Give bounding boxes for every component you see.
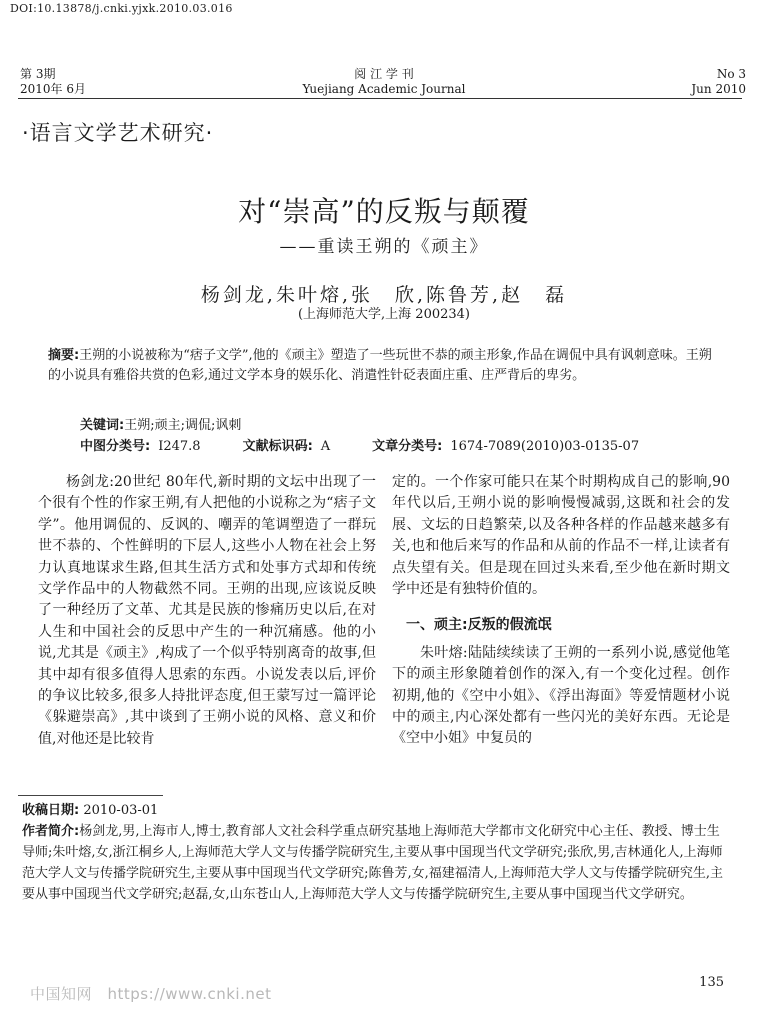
- affiliation: (上海师范大学,上海 200234): [297, 307, 471, 322]
- classification-line: [80, 435, 720, 454]
- keywords: [80, 414, 241, 433]
- journal-name-cn: 阅 江 学 刊: [354, 67, 414, 81]
- journal-name-en: Yuejiang Academic Journal: [302, 82, 466, 96]
- abstract-text: 王朔的小说被称为“痞子文学”,他的《顽主》塑造了一些玩世不恭的顽主形象,作品在调侃中具有讽刺意味。王朔的小说具有雅俗共赏的色彩,通过文学本身的娱乐化、消遣性针砭表面庄重、庄严背后的卑劣。: [48, 348, 712, 383]
- article-number-value: 1674-7089(2010)03-0135-07: [450, 439, 640, 454]
- header-right: [691, 67, 746, 97]
- received-value: 2010-03-01: [83, 803, 159, 818]
- article-title: 对“崇高”的反叛与颠覆: [238, 195, 530, 228]
- article-subtitle: ——重读王朔的《顽主》: [279, 237, 489, 257]
- author-bio: [22, 821, 732, 905]
- footnote-rule: [18, 795, 163, 796]
- bio-label: 作者简介:: [22, 824, 80, 839]
- doc-code-value: A: [320, 439, 331, 454]
- header-rule: [18, 98, 742, 99]
- page-number: 135: [699, 975, 724, 990]
- section-heading: 一、顽主:反叛的假流氓: [406, 617, 552, 634]
- body-paragraph: 杨剑龙:20世纪 80年代,新时期的文坛中出现了一个很有个性的作家王朔,有人把他的小说称之为“痞子文学”。他用调侃的、反讽的、嘲弄的笔调塑造了一群玩世不恭的、个性鲜明的下层人,这些小人物在社会上努力认真地谋求生路,但其生活方式和处事方式却和传统文学作品中的人物截然不同。王朔的出现,应该说反映了一种经历了文革、尤其是民族的惨痛历史以后,在对人生和中国社会的反思中产生的一种沉痛感。他的小说,尤其是《顽主》,构成了一个似乎特别离奇的故事,但其中却有很多值得人思索的东西。小说发表以后,评价的争议比较多,很多人持批评态度,但王蒙写过一篇评论《躲避崇高》,其中谈到了王朔小说的风格、意义和价值,对他还是比较肯: [38, 474, 376, 747]
- body-paragraph: 朱叶熔:陆陆续续读了王朔的一系列小说,感觉他笔下的顽主形象随着创作的深入,有一个变化过程。创作初期,他的《空中小姐》、《浮出海面》等爱情题材小说中的顽主,内心深处都有一些闪光的美好东西。无论是《空中小姐》中复员的: [392, 644, 730, 747]
- header-issue-cn: 第 3期: [20, 67, 56, 81]
- footnote: [22, 800, 732, 905]
- column-name: ·语言文学艺术研究·: [22, 121, 214, 145]
- header-center: [0, 67, 768, 97]
- keywords-label: 关键词:: [80, 418, 125, 433]
- received-label: 收稿日期:: [22, 803, 80, 818]
- doc-code-label: 文献标识码:: [242, 439, 313, 454]
- received-date: [22, 800, 732, 821]
- header-issue-en: No 3: [716, 67, 746, 81]
- body-paragraph: 定的。一个作家可能只在某个时期构成自己的影响,90年代以后,王朔小说的影响慢慢减弱,这既和社会的发展、文坛的日趋繁荣,以及各种各样的作品越来越多有关,也和他后来写的作品和从前的作品不一样,让读者有点失望有关。但是现在回过头来看,至少他在新时期文学中还是有独特价值的。: [392, 474, 730, 598]
- body-column-right: [392, 472, 730, 750]
- header-date-cn: 2010年 6月: [20, 82, 86, 96]
- abstract-label: 摘要:: [48, 348, 80, 363]
- author-list: 杨剑龙,朱叶熔,张 欣,陈鲁芳,赵 磊: [200, 284, 568, 306]
- clc-label: 中图分类号:: [80, 439, 151, 454]
- bio-text: 杨剑龙,男,上海市人,博士,教育部人文社会科学重点研究基地上海师范大学都市文化研究中心主任、教授、博士生导师;朱叶熔,女,浙江桐乡人,上海师范大学人文与传播学院研究生,主要从事中国现当代文学研究;张欣,男,吉林通化人,上海师范大学人文与传播学院研究生,主要从事中国现当代文学研究;陈鲁芳,女,福建福清人,上海师范大学人文与传播学院研究生,主要从事中国现当代文学研究;赵磊,女,山东苍山人,上海师范大学人文与传播学院研究生,主要从事中国现当代文学研究。: [22, 824, 724, 902]
- article-number-label: 文章分类号:: [372, 439, 443, 454]
- header-date-en: Jun 2010: [691, 82, 746, 96]
- watermark: 中国知网 https://www.cnki.net: [30, 985, 272, 1003]
- body-column-left: [38, 472, 376, 750]
- abstract: [48, 346, 712, 386]
- keywords-text: 王朔;顽主;调侃;讽刺: [124, 418, 242, 433]
- clc-value: I247.8: [158, 439, 201, 454]
- doi-line: DOI:10.13878/j.cnki.yjxk.2010.03.016: [10, 2, 233, 15]
